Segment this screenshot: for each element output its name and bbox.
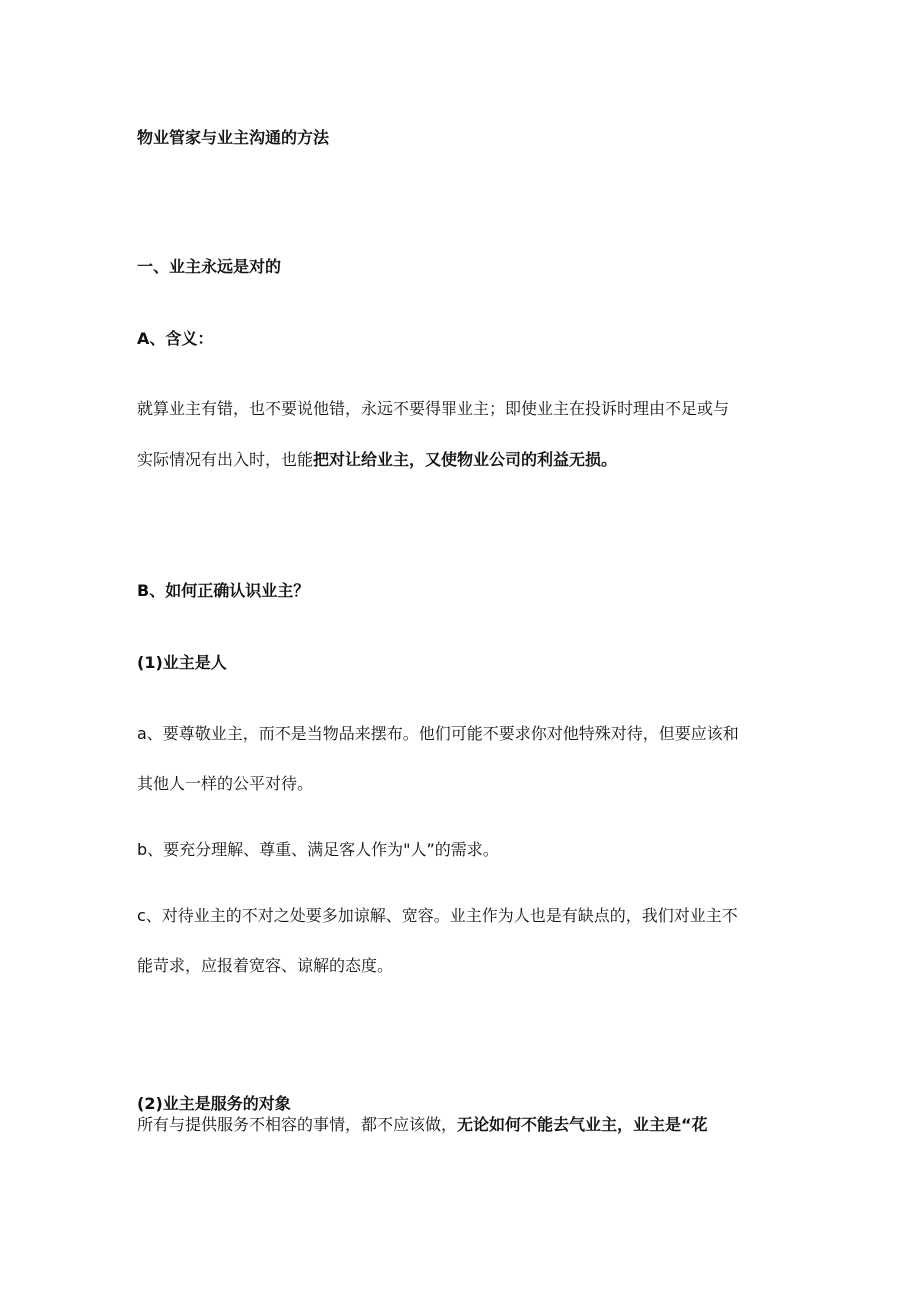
paragraph-a-line-2-text: 实际情况有出入时，也能: [137, 450, 314, 469]
point-heading-2: (2)业主是服务的对象: [137, 1094, 291, 1113]
point-2-line-1-text: 所有与提供服务不相容的事情，都不应该做，: [137, 1115, 458, 1134]
item-c-line-1: c、对待业主的不对之处要多加谅解、宽容。业主作为人也是有缺点的，我们对业主不: [137, 906, 738, 925]
point-2-line-1-bold-text: 无论如何不能去气业主，业主是“花: [457, 1115, 708, 1134]
document-title: 物业管家与业主沟通的方法: [137, 128, 330, 147]
item-b-line-1: b、要充分理解、尊重、满足客人作为"人”的需求。: [137, 840, 499, 859]
item-c-line-2: 能苛求，应报着宽容、谅解的态度。: [137, 956, 394, 975]
paragraph-a-line-2: [137, 450, 617, 470]
paragraph-a-line-2-bold-text: 把对让给业主，又使物业公司的利益无损。: [313, 450, 618, 469]
point-2-line-1: [137, 1115, 708, 1135]
subsection-heading-b: B、如何正确认识业主？: [137, 581, 310, 600]
subsection-heading-a: A、含义：: [137, 329, 214, 348]
item-a-line-1: a、要尊敬业主，而不是当物品来摆布。他们可能不要求你对他特殊对待，但要应该和: [137, 724, 739, 743]
item-a-line-2: 其他人一样的公平对待。: [137, 774, 314, 793]
section-heading-1: 一、业主永远是对的: [137, 257, 282, 276]
paragraph-a-line-1: 就算业主有错，也不要说他错，永远不要得罪业主；即使业主在投诉时理由不足或与: [137, 399, 730, 418]
point-heading-1: (1)业主是人: [137, 653, 227, 672]
